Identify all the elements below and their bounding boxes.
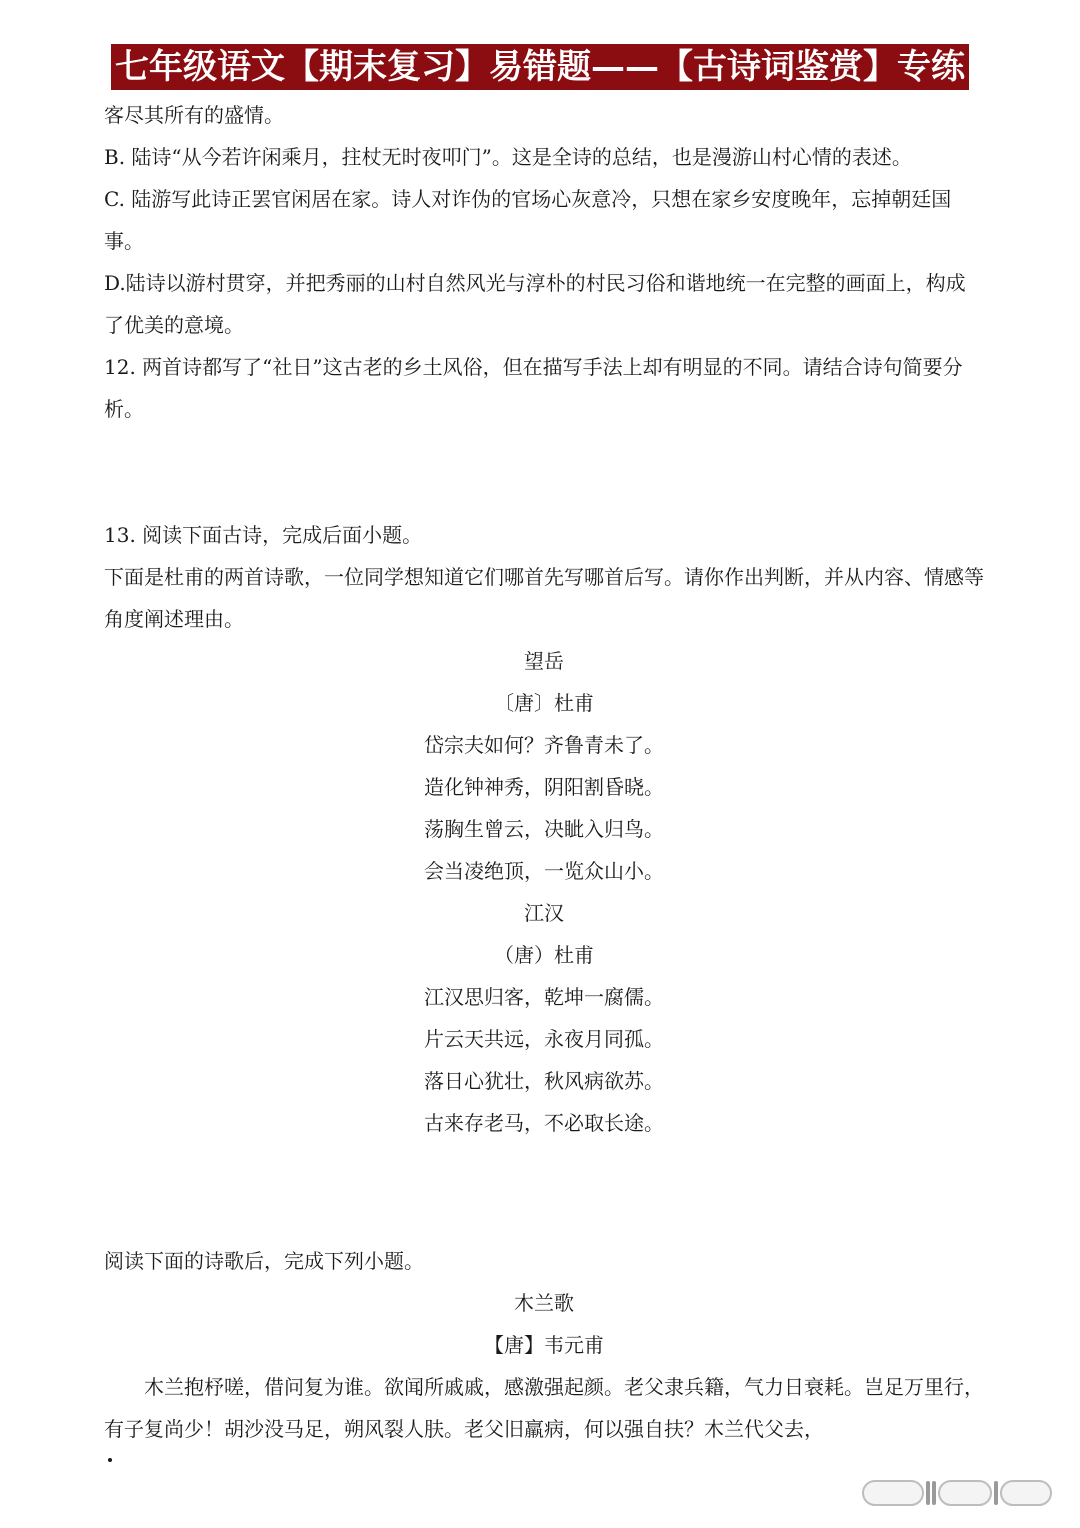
toolbar-divider-icon — [932, 1481, 936, 1505]
toolbar-pill-middle[interactable] — [938, 1480, 992, 1506]
poem-title: 木兰歌 — [514, 1291, 574, 1315]
poem-line: 古来存老马，不必取长途。 — [424, 1111, 664, 1135]
question-13-prompt: 下面是杜甫的两首诗歌，一位同学想知道它们哪首先写哪首后写。请你作出判断，并从内容、情感等角度阐述理由。 — [104, 565, 984, 631]
toolbar-pill-left[interactable] — [862, 1480, 924, 1506]
poem-line: 会当凌绝顶，一览众山小。 — [424, 859, 664, 883]
poem-wangyue — [104, 640, 984, 892]
page-title-banner: 七年级语文【期末复习】易错题——【古诗词鉴赏】专练 — [111, 44, 969, 90]
viewer-toolbar[interactable] — [862, 1478, 1058, 1508]
toolbar-divider-icon — [926, 1481, 930, 1505]
poem-line: 岱宗夫如何？齐鲁青未了。 — [424, 733, 664, 757]
question-12: 12. 两首诗都写了“社日”这古老的乡土风俗，但在描写手法上却有明显的不同。请结合诗句简要分析。 — [104, 355, 963, 421]
poem-title: 望岳 — [524, 649, 564, 673]
option-c: C. 陆游写此诗正罢官闲居在家。诗人对诈伪的官场心灰意冷，只想在家乡安度晚年，忘掉朝廷国事。 — [104, 187, 952, 253]
answer-space-12 — [104, 430, 984, 514]
poem-author: （唐）杜甫 — [494, 943, 594, 967]
bullet-dot — [108, 1458, 112, 1462]
poem-line: 落日心犹壮，秋风病欲苏。 — [424, 1069, 664, 1093]
poem-author: 〔唐〕杜甫 — [494, 691, 594, 715]
toolbar-divider-icon — [994, 1481, 998, 1505]
option-a-tail: 客尽其所有的盛情。 — [104, 103, 284, 127]
question-13-intro: 13. 阅读下面古诗，完成后面小题。 — [104, 523, 423, 547]
header — [0, 44, 1080, 90]
document-body — [104, 94, 984, 1450]
poem-line: 造化钟神秀，阴阳割昏晓。 — [424, 775, 664, 799]
poem-jianghan — [104, 892, 984, 1144]
poem-line: 荡胸生曾云，决眦入归鸟。 — [424, 817, 664, 841]
poem-body: 木兰抱杼嗟，借问复为谁。欲闻所戚戚，感激强起颜。老父隶兵籍，气力日衰耗。岂足万里行，有子复尚少！胡沙没马足，朔风裂人肤。老父旧羸病，何以强自扶？木兰代父去， — [104, 1375, 984, 1441]
poem-line: 江汉思归客，乾坤一腐儒。 — [424, 985, 664, 1009]
poem-line: 片云天共远，永夜月同孤。 — [424, 1027, 664, 1051]
poem-title: 江汉 — [524, 901, 564, 925]
poem-author: 【唐】韦元甫 — [484, 1333, 604, 1357]
answer-space-13 — [104, 1144, 984, 1240]
option-b: B. 陆诗“从今若许闲乘月，拄杖无时夜叩门”。这是全诗的总结，也是漫游山村心情的表述。 — [104, 145, 912, 169]
question-14-intro: 阅读下面的诗歌后，完成下列小题。 — [104, 1249, 424, 1273]
toolbar-pill-right[interactable] — [1000, 1480, 1052, 1506]
option-d: D.陆诗以游村贯穿，并把秀丽的山村自然风光与淳朴的村民习俗和谐地统一在完整的画面上，构成了优美的意境。 — [104, 271, 966, 337]
poem-mulange — [104, 1282, 984, 1450]
